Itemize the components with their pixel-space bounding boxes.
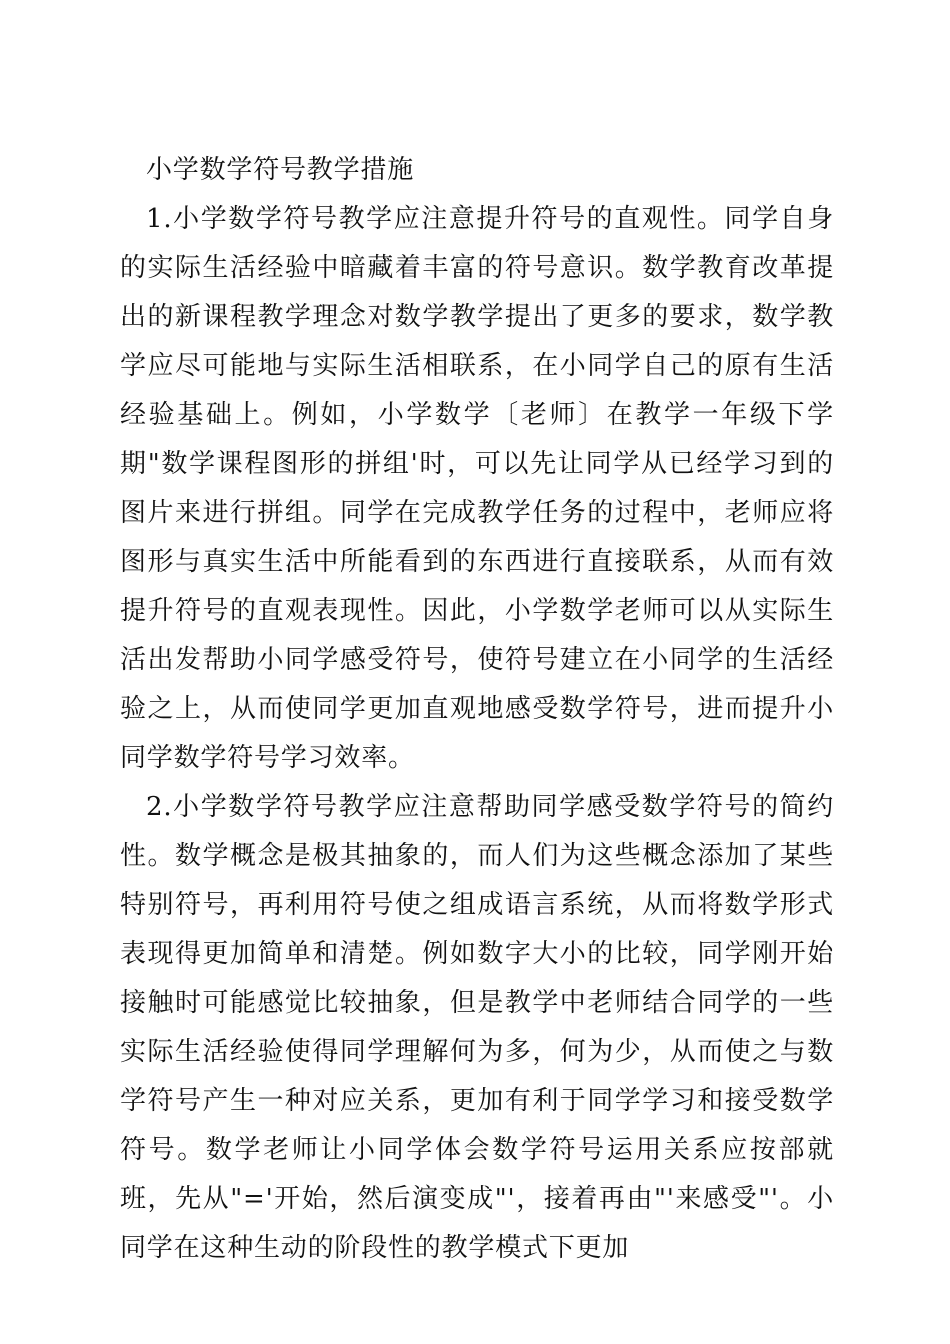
paragraph-1: 1.小学数学符号教学应注意提升符号的直观性。同学自身的实际生活经验中暗藏着丰富的符号意识。数学教育改革提出的新课程教学理念对数学教学提出了更多的要求，数学教学应尽可能地与实际生活相联系，在小同学自己的原有生活经验基础上。例如，小学数学〔老师〕在教学一年级下学期"数学课程图形的拼组'时，可以先让同学从已经学习到的图片来进行拼组。同学在完成教学任务的过程中，老师应将图形与真实生活中所能看到的东西进行直接联系，从而有效提升符号的直观表现性。因此，小学数学老师可以从实际生活出发帮助小同学感受符号，使符号建立在小同学的生活经验之上，从而使同学更加直观地感受数学符号，进而提升小同学数学符号学习效率。	[120, 204, 834, 773]
paragraph-2: 2.小学数学符号教学应注意帮助同学感受数学符号的简约性。数学概念是极其抽象的，而人们为这些概念添加了某些特别符号，再利用符号使之组成语言系统，从而将数学形式表现得更加简单和清楚。例如数字大小的比较，同学刚开始接触时可能感觉比较抽象，但是教学中老师结合同学的一些实际生活经验使得同学理解何为多，何为少，从而使之与数学符号产生一种对应关系，更加有利于同学学习和接受数学符号。数学老师让小同学体会数学符号运用关系应按部就班，先从"='开始，然后演变成"'，接着再由"'来感受"'。小同学在这种生动的阶段性的教学模式下更加	[120, 792, 834, 1263]
document-title: 小学数学符号教学措施	[146, 155, 415, 185]
document-body	[120, 146, 834, 1273]
